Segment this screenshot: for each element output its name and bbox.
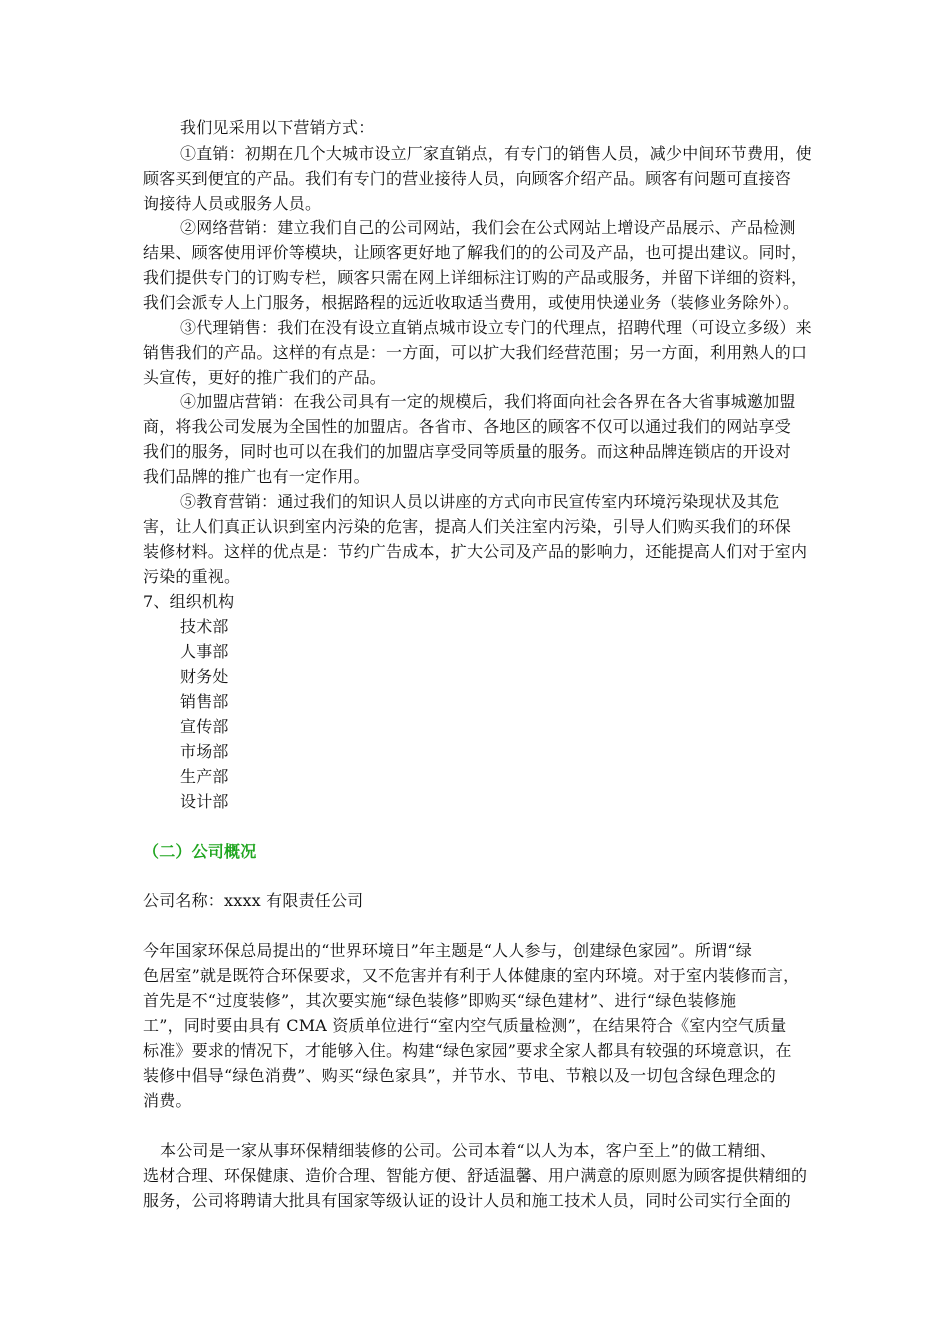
overview-para2-line-1: 本公司是一家从事环保精细装修的公司。公司本着“以人为本，客户至上”的做工精细、 xyxy=(160,1141,777,1160)
department-item: 生产部 xyxy=(180,767,229,786)
online-marketing-line-1: ②网络营销：建立我们自己的公司网站，我们会在公式网站上增设产品展示、产品检测 xyxy=(180,218,796,237)
overview-para1-line-6: 装修中倡导“绿色消费”、购买“绿色家具”，并节水、节电、节粮以及一切包含绿色理念的 xyxy=(143,1066,776,1085)
marketing-intro: 我们见采用以下营销方式： xyxy=(180,118,375,137)
agent-sales-line-2: 销售我们的产品。这样的有点是：一方面，可以扩大我们经营范围；另一方面，利用熟人的口 xyxy=(143,343,808,362)
online-marketing-line-4: 我们会派专人上门服务，根据路程的远近收取适当费用，或使用快递业务（装修业务除外）。 xyxy=(143,293,800,312)
overview-para1-line-2: 色居室”就是既符合环保要求，又不危害并有利于人体健康的室内环境。对于室内装修而言， xyxy=(143,966,800,985)
overview-para2-line-3: 服务，公司将聘请大批具有国家等级认证的设计人员和施工技术人员，同时公司实行全面的 xyxy=(143,1191,792,1210)
department-item: 技术部 xyxy=(180,617,229,636)
department-item: 市场部 xyxy=(180,742,229,761)
overview-heading: （二）公司概况 xyxy=(143,842,257,861)
franchise-line-4: 我们品牌的推广也有一定作用。 xyxy=(143,467,370,486)
online-marketing-line-3: 我们提供专门的订购专栏，顾客只需在网上详细标注订购的产品或服务，并留下详细的资料， xyxy=(143,268,808,287)
overview-para1-line-4: 工”，同时要由具有 CMA 资质单位进行“室内空气质量检测”，在结果符合《室内空气质量 xyxy=(143,1016,787,1035)
direct-sales-line-2: 顾客买到便宜的产品。我们有专门的营业接待人员，向顾客介绍产品。顾客有问题可直接咨 xyxy=(143,169,792,188)
franchise-line-2: 商，将我公司发展为全国性的加盟店。各省市、各地区的顾客不仅可以通过我们的网站享受 xyxy=(143,417,792,436)
education-line-4: 污染的重视。 xyxy=(143,567,241,586)
direct-sales-line-3: 询接待人员或服务人员。 xyxy=(143,194,322,213)
overview-para2-line-2: 选材合理、环保健康、造价合理、智能方便、舒适温馨、用户满意的原则愿为顾客提供精细的 xyxy=(143,1166,808,1185)
direct-sales-line-1: ①直销：初期在几个大城市设立厂家直销点，有专门的销售人员，减少中间环节费用，使 xyxy=(180,144,812,163)
department-item: 设计部 xyxy=(180,792,229,811)
agent-sales-line-1: ③代理销售：我们在没有设立直销点城市设立专门的代理点，招聘代理（可设立多级）来 xyxy=(180,318,812,337)
overview-para1-line-1: 今年国家环保总局提出的“世界环境日”年主题是“人人参与，创建绿色家园”。所谓“绿 xyxy=(143,941,752,960)
overview-para1-line-5: 标准》要求的情况下，才能够入住。构建“绿色家园”要求全家人都具有较强的环境意识，在 xyxy=(143,1041,792,1060)
department-item: 财务处 xyxy=(180,667,229,686)
education-line-3: 装修材料。这样的优点是：节约广告成本，扩大公司及产品的影响力，还能提高人们对于室内 xyxy=(143,542,808,561)
overview-para1-line-7: 消费。 xyxy=(143,1091,192,1110)
franchise-line-1: ④加盟店营销：在我公司具有一定的规模后，我们将面向社会各界在各大省事城邀加盟 xyxy=(180,392,796,411)
online-marketing-line-2: 结果、顾客使用评价等模块，让顾客更好地了解我们的的公司及产品，也可提出建议。同时， xyxy=(143,243,808,262)
education-line-2: 害，让人们真正认识到室内污染的危害，提高人们关注室内污染，引导人们购买我们的环保 xyxy=(143,517,792,536)
company-name: 公司名称：xxxx 有限责任公司 xyxy=(143,891,364,910)
department-item: 销售部 xyxy=(180,692,229,711)
overview-para1-line-3: 首先是不“过度装修”，其次要实施“绿色装修”即购买“绿色建材”、进行“绿色装修施 xyxy=(143,991,737,1010)
education-line-1: ⑤教育营销：通过我们的知识人员以讲座的方式向市民宣传室内环境污染现状及其危 xyxy=(180,492,780,511)
department-item: 宣传部 xyxy=(180,717,229,736)
org-heading: 7、组织机构 xyxy=(143,592,235,611)
department-item: 人事部 xyxy=(180,642,229,661)
franchise-line-3: 我们的服务，同时也可以在我们的加盟店享受同等质量的服务。而这种品牌连锁店的开设对 xyxy=(143,442,792,461)
agent-sales-line-3: 头宣传，更好的推广我们的产品。 xyxy=(143,368,387,387)
